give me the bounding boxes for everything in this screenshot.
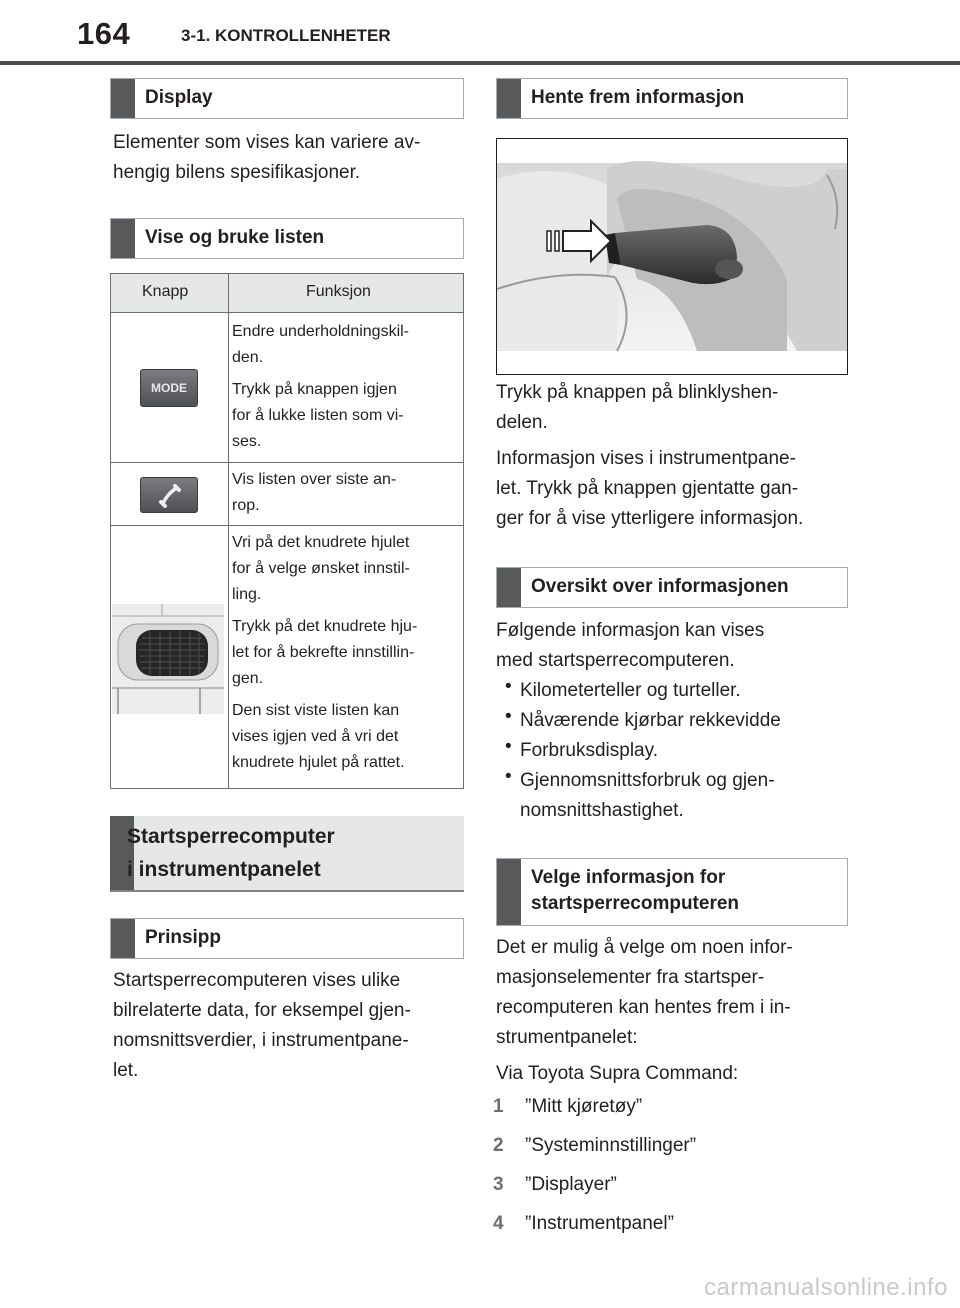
heading-bar: [111, 919, 135, 958]
table-line: [110, 273, 464, 274]
row2-function: [232, 467, 396, 519]
step-text: ”Mitt kjøretøy”: [525, 1096, 643, 1117]
heading-text: [531, 865, 739, 917]
list-item: [520, 766, 775, 826]
heading-text: Vise og bruke listen: [145, 227, 325, 248]
mode-button-icon: MODE: [140, 369, 198, 407]
heading-text: Oversikt over informasjonen: [531, 576, 789, 597]
text-line: Følgende informasjon kan vises: [496, 620, 765, 641]
step-number: 3: [493, 1174, 504, 1195]
text-line: Vis listen over siste an-: [232, 471, 397, 488]
table-line: [110, 462, 464, 463]
text-line: Startsperrecomputer: [127, 825, 335, 848]
header-rule: [0, 61, 960, 65]
text-line: hengig bilens spesifikasjoner.: [113, 162, 361, 183]
section-heading-principle: [110, 918, 464, 959]
bullet-icon: •: [505, 736, 512, 757]
page-number: 164: [77, 16, 131, 51]
text-line: delen.: [496, 412, 548, 433]
heading-text: Prinsipp: [145, 927, 222, 948]
list-item: Kilometerteller og turteller.: [520, 680, 741, 701]
heading-bar: [497, 568, 521, 607]
table-line: [110, 312, 464, 313]
text-line: Via Toyota Supra Command:: [496, 1063, 739, 1084]
phone-icon: [141, 478, 199, 514]
knurled-wheel-illustration: [112, 604, 224, 714]
knurled-wheel-icon: [112, 604, 224, 714]
text-line: med startsperrecomputeren.: [496, 650, 735, 671]
text-line: Velge informasjon for: [531, 867, 726, 888]
principle-text: [113, 966, 411, 1086]
turn-signal-button-icon: [497, 139, 847, 374]
table-line: [228, 273, 229, 789]
text-line: for å velge ønsket innstil-: [232, 560, 410, 577]
section-heading-list: [110, 218, 464, 259]
step-number: 4: [493, 1213, 504, 1234]
table-line: [110, 525, 464, 526]
text-line: Informasjon vises i instrumentpane-: [496, 448, 796, 469]
text-line: knudrete hjulet på rattet.: [232, 754, 405, 771]
text-line: bilrelaterte data, for eksempel gjen-: [113, 1000, 411, 1021]
select-text: [496, 933, 793, 1089]
bullet-icon: •: [505, 706, 512, 727]
text-line: Elementer som vises kan variere av-: [113, 132, 421, 153]
table-line: [110, 788, 464, 789]
table-header-button: Knapp: [142, 283, 189, 300]
overview-intro: [496, 616, 764, 676]
text-line: den.: [232, 349, 264, 366]
row3-function: [232, 530, 417, 776]
heading-bar: [111, 219, 135, 258]
heading-bar: [111, 79, 135, 118]
section-heading-select: [496, 858, 848, 926]
table-header-function: Funksjon: [306, 283, 371, 300]
display-text: [113, 128, 420, 188]
step-text: ”Systeminnstillinger”: [525, 1135, 697, 1156]
section-heading-overview: [496, 567, 848, 608]
text-line: strumentpanelet:: [496, 1027, 638, 1048]
turn-signal-lever-illustration: [496, 138, 848, 375]
text-line: masjonselementer fra startsper-: [496, 967, 765, 988]
row1-function: [232, 319, 409, 455]
text-line: Gjennomsnittsforbruk og gjen-: [520, 770, 775, 791]
section-heading-retrieve: [496, 78, 848, 119]
table-line: [463, 273, 464, 789]
step-number: 1: [493, 1096, 504, 1117]
step-text: ”Displayer”: [525, 1174, 617, 1195]
section-heading-display: [110, 78, 464, 119]
bullet-icon: •: [505, 766, 512, 787]
text-line: rop.: [232, 497, 260, 514]
text-line: let for å bekrefte innstillin-: [232, 644, 415, 661]
text-line: Trykk på knappen igjen: [232, 381, 397, 398]
text-line: ger for å vise ytterligere informasjon.: [496, 508, 804, 529]
heading-text: Display: [145, 87, 213, 108]
text-line: let.: [113, 1060, 139, 1081]
heading-text: Hente frem informasjon: [531, 87, 745, 108]
text-line: i instrumentpanelet: [127, 858, 321, 881]
list-item: Forbruksdisplay.: [520, 740, 658, 761]
text-line: Den sist viste listen kan: [232, 702, 400, 719]
text-line: gen.: [232, 670, 264, 687]
text-line: Trykk på knappen på blinklyshen-: [496, 382, 779, 403]
heading-text: [127, 820, 335, 886]
text-line: nomsnittshastighet.: [520, 800, 684, 821]
heading-bar: [497, 79, 521, 118]
table-line: [110, 273, 111, 789]
text-line: nomsnittsverdier, i instrumentpane-: [113, 1030, 409, 1051]
text-line: vises igjen ved å vri det: [232, 728, 399, 745]
text-line: Vri på det knudrete hjulet: [232, 534, 410, 551]
list-item: Nåværende kjørbar rekkevidde: [520, 710, 781, 731]
text-line: recomputeren kan hentes frem i in-: [496, 997, 791, 1018]
step-number: 2: [493, 1135, 504, 1156]
text-line: let. Trykk på knappen gjentatte gan-: [496, 478, 799, 499]
text-line: ling.: [232, 586, 262, 603]
text-line: Endre underholdningskil-: [232, 323, 409, 340]
heading-bar: [497, 859, 521, 925]
text-line: Trykk på det knudrete hju-: [232, 618, 418, 635]
watermark: carmanualsonline.info: [704, 1274, 948, 1301]
retrieve-text: [496, 378, 803, 534]
chapter-title: 3-1. KONTROLLENHETER: [181, 26, 391, 45]
text-line: for å lukke listen som vi-: [232, 407, 404, 424]
section-heading-computer: [110, 816, 464, 892]
bullet-icon: •: [505, 676, 512, 697]
text-line: Startsperrecomputeren vises ulike: [113, 970, 401, 991]
text-line: ses.: [232, 433, 262, 450]
step-text: ”Instrumentpanel”: [525, 1213, 674, 1234]
text-line: startsperrecomputeren: [531, 893, 740, 914]
text-line: Det er mulig å velge om noen infor-: [496, 937, 793, 958]
phone-button-icon: [140, 477, 198, 513]
